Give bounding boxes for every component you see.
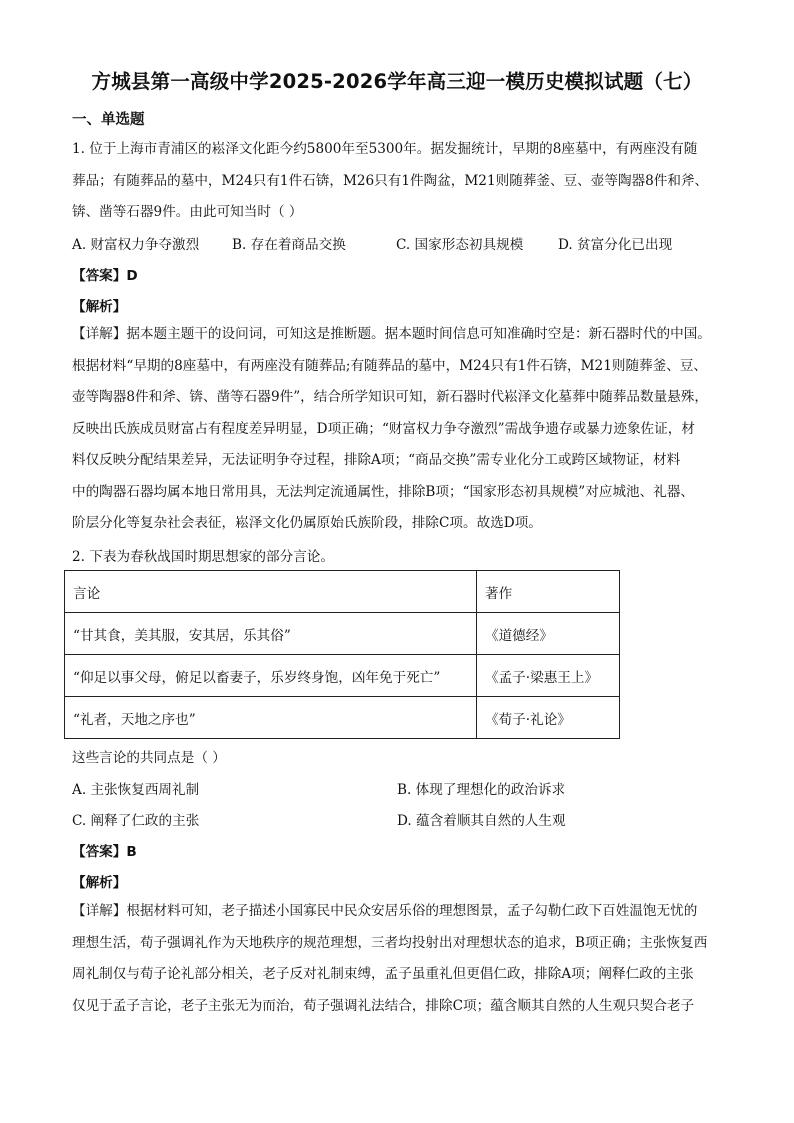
table-cell-source: 《荀子·礼论》 <box>477 697 620 739</box>
q1-detail-line: 【详解】据本题主题干的设问词，可知这是推断题。据本题时间信息可知准确时空是：新石器时代的中国。 <box>72 326 711 342</box>
q1-option-c: C. 国家形态初具规模 <box>396 237 524 253</box>
q1-option-d: D. 贫富分化已出现 <box>558 237 673 253</box>
table-cell-quote: “礼者，天地之序也” <box>65 697 477 739</box>
q2-detail-line: 周礼制仅与荀子论礼部分相关，老子反对礼制束缚，孟子虽重礼但更倡仁政，排除A项；阐释仁政的主张 <box>72 966 694 982</box>
q1-answer: 【答案】D <box>72 268 138 284</box>
q2-detail-line: 【详解】根据材料可知，老子描述小国寡民中民众安居乐俗的理想图景，孟子勾勒仁政下百姓温饱无忧的 <box>72 903 698 919</box>
q1-option-b: B. 存在着商品交换 <box>232 237 346 253</box>
table-row <box>65 655 620 697</box>
q2-analysis-label: 【解析】 <box>72 875 127 891</box>
q2-answer: 【答案】B <box>72 844 137 860</box>
table-header-row <box>65 571 620 613</box>
quotes-table <box>64 570 620 739</box>
q1-stem-line: 锛、凿等石器9件。由此可知当时（ ） <box>72 204 303 220</box>
q2-option-a: A. 主张恢复西周礼制 <box>72 782 200 798</box>
table-header-quote: 言论 <box>65 571 477 613</box>
q1-option-a: A. 财富权力争夺激烈 <box>72 237 200 253</box>
table-cell-source: 《孟子·梁惠王上》 <box>477 655 620 697</box>
q1-stem-line: 葬品；有随葬品的墓中，M24只有1件石锛，M26只有1件陶盆，M21则随葬釜、豆、壶等陶器8件和斧、 <box>72 172 709 189</box>
q1-detail <box>72 319 732 540</box>
q2-detail-line: 理想生活，荀子强调礼作为天地秩序的规范理想，三者均投射出对理想状态的追求，B项正确；主张恢复西 <box>72 934 708 951</box>
exam-title: 方城县第一高级中学2025-2026学年高三迎一模历史模拟试题（七） <box>91 70 703 93</box>
section-heading: 一、单选题 <box>72 112 145 128</box>
q1-detail-line: 阶层分化等复杂社会表征，崧泽文化仍属原始氏族阶段，排除C项。故选D项。 <box>72 515 542 531</box>
table-header-source: 著作 <box>477 571 620 613</box>
table-row <box>65 613 620 655</box>
q2-detail-line: 仅见于孟子言论，老子主张无为而治，荀子强调礼法结合，排除C项；蕴含顺其自然的人生观只契合老子 <box>72 997 695 1014</box>
q2-stem: 2. 下表为春秋战国时期思想家的部分言论。 <box>72 549 334 565</box>
table-cell-quote: “甘其食，美其服，安其居，乐其俗” <box>65 613 477 655</box>
table-cell-source: 《道德经》 <box>477 613 620 655</box>
q1-detail-line: 壶等陶器8件和斧、锛、凿等石器9件”，结合所学知识可知，新石器时代崧泽文化墓葬中随葬品数量悬殊， <box>72 389 708 405</box>
q1-analysis-label: 【解析】 <box>72 299 127 315</box>
q1-detail-line: 中的陶器石器均属本地日常用具，无法判定流通属性，排除B项；“国家形态初具规模”对应城池、礼器、 <box>72 483 695 500</box>
q1-stem-line: 1. 位于上海市青浦区的崧泽文化距今约5800年至5300年。据发掘统计，早期的8座墓中，有两座没有随 <box>72 141 698 157</box>
q1-detail-line: 料仅反映分配结果差异，无法证明争夺过程，排除A项；“商品交换”需专业化分工或跨区域物证，材料 <box>72 452 681 468</box>
q2-question: 这些言论的共同点是（ ） <box>72 750 226 766</box>
q1-stem <box>72 134 732 229</box>
q2-option-c: C. 阐释了仁政的主张 <box>72 813 200 829</box>
q2-option-d: D. 蕴含着顺其自然的人生观 <box>397 813 566 829</box>
table-row <box>65 697 620 739</box>
q1-detail-line: 根据材料“早期的8座墓中，有两座没有随葬品;有随葬品的墓中，M24只有1件石锛，M21则随葬釜、豆、 <box>72 357 708 374</box>
q2-option-b: B. 体现了理想化的政治诉求 <box>397 782 566 798</box>
q2-detail <box>72 896 732 1022</box>
q1-detail-line: 反映出氏族成员财富占有程度差异明显，D项正确；“财富权力争夺激烈”需战争遗存或暴力迹象佐证，材 <box>72 420 695 437</box>
table-cell-quote: “仰足以事父母，俯足以畜妻子，乐岁终身饱，凶年免于死亡” <box>65 655 477 697</box>
